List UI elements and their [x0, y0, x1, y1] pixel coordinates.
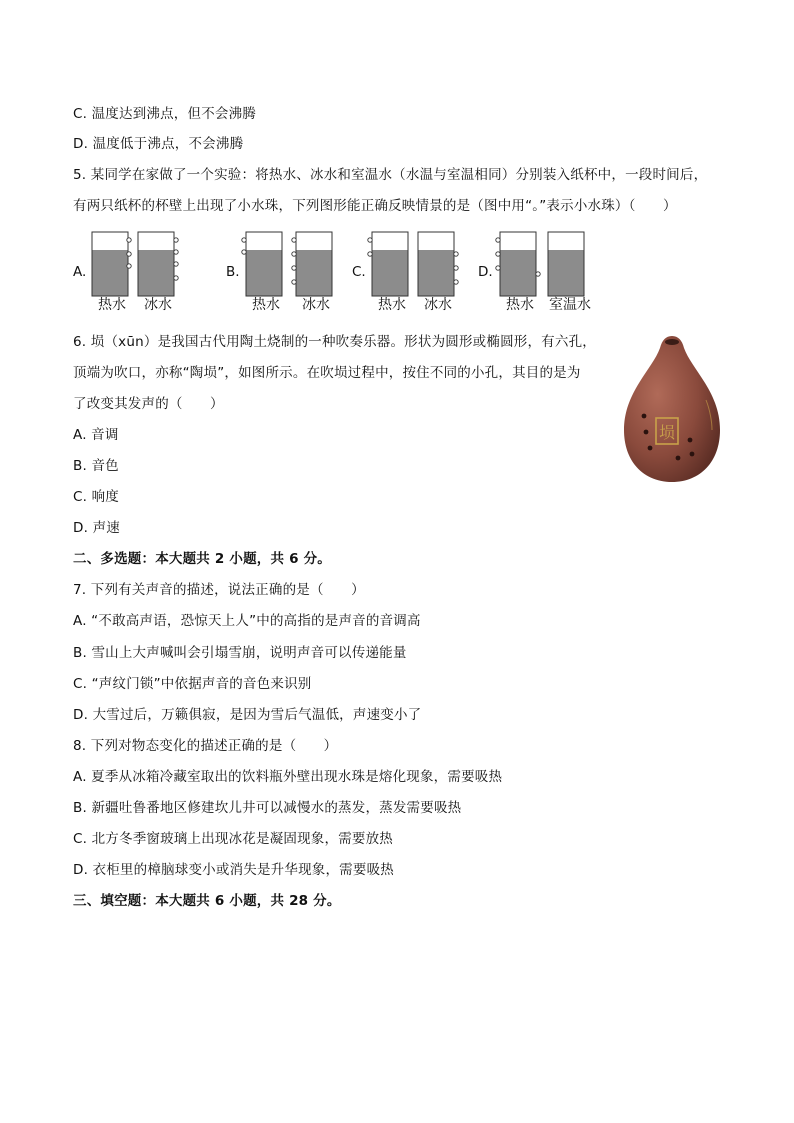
- q5-option-letter-a: A.: [73, 264, 87, 280]
- q6-option-b: B. 音色: [73, 458, 119, 474]
- q5-d-right-label: 室温水: [549, 297, 591, 313]
- xun-seal-text: 埙: [658, 423, 676, 442]
- q7-stem: 7. 下列有关声音的描述，说法正确的是（ ）: [73, 582, 365, 598]
- q5-option-a-cups: [92, 232, 178, 296]
- q8-stem: 8. 下列对物态变化的描述正确的是（ ）: [73, 738, 338, 754]
- section-3-heading: 三、填空题：本大题共 6 小题，共 28 分。: [73, 893, 341, 909]
- q8-option-a: A. 夏季从冰箱冷藏室取出的饮料瓶外壁出现水珠是熔化现象，需要吸热: [73, 769, 503, 785]
- q6-option-a: A. 音调: [73, 427, 119, 443]
- q5-a-right-label: 冰水: [144, 297, 172, 313]
- q7-option-d: D. 大雪过后，万籁俱寂，是因为雪后气温低，声速变小了: [73, 707, 422, 723]
- q7-option-c: C. “声纹门锁”中依据声音的音色来识别: [73, 676, 312, 692]
- q8-option-c: C. 北方冬季窗玻璃上出现冰花是凝固现象，需要放热: [73, 831, 394, 847]
- q8-option-b: B. 新疆吐鲁番地区修建坎儿井可以减慢水的蒸发，蒸发需要吸热: [73, 800, 462, 816]
- q5-option-c-cups: [368, 232, 458, 296]
- q5-stem-line2: 有两只纸杯的杯壁上出现了小水珠，下列图形能正确反映情景的是（图中用“。”表示小水珠）（ ）: [73, 198, 677, 214]
- q4-option-c: C. 温度达到沸点，但不会沸腾: [73, 106, 257, 122]
- q7-option-a: A. “不敢高声语，恐惊天上人”中的高指的是声音的音调高: [73, 613, 421, 629]
- q6-stem-line3: 了改变其发声的（ ）: [73, 396, 224, 412]
- q5-c-right-label: 冰水: [424, 297, 452, 313]
- q7-option-b: B. 雪山上大声喊叫会引塌雪崩，说明声音可以传递能量: [73, 645, 407, 661]
- section-2-heading: 二、多选题：本大题共 2 小题，共 6 分。: [73, 551, 331, 567]
- q5-option-d-cups: [496, 232, 584, 296]
- q5-d-left-label: 热水: [506, 297, 534, 313]
- q5-option-letter-d: D.: [478, 264, 493, 280]
- q8-option-d: D. 衣柜里的樟脑球变小或消失是升华现象，需要吸热: [73, 862, 394, 878]
- q6-stem-line1: 6. 埙（xūn）是我国古代用陶土烧制的一种吹奏乐器。形状为圆形或椭圆形，有六孔，: [73, 334, 596, 350]
- q4-option-d: D. 温度低于沸点，不会沸腾: [73, 136, 244, 152]
- q5-a-left-label: 热水: [98, 297, 126, 313]
- q6-option-d: D. 声速: [73, 520, 120, 536]
- q5-option-b-cups: [242, 232, 332, 296]
- q6-stem-line2: 顶端为吹口，亦称“陶埙”，如图所示。在吹埙过程中，按住不同的小孔，其目的是为: [73, 365, 581, 381]
- q5-option-letter-b: B.: [226, 264, 240, 280]
- q5-c-left-label: 热水: [378, 297, 406, 313]
- q5-stem-line1: 5. 某同学在家做了一个实验：将热水、冰水和室温水（水温与室温相同）分别装入纸杯中，一段时间后，: [73, 167, 708, 183]
- q6-option-c: C. 响度: [73, 489, 120, 505]
- q5-option-letter-c: C.: [352, 264, 366, 280]
- q5-b-left-label: 热水: [252, 297, 280, 313]
- xun-instrument-image: [620, 330, 724, 486]
- q5-b-right-label: 冰水: [302, 297, 330, 313]
